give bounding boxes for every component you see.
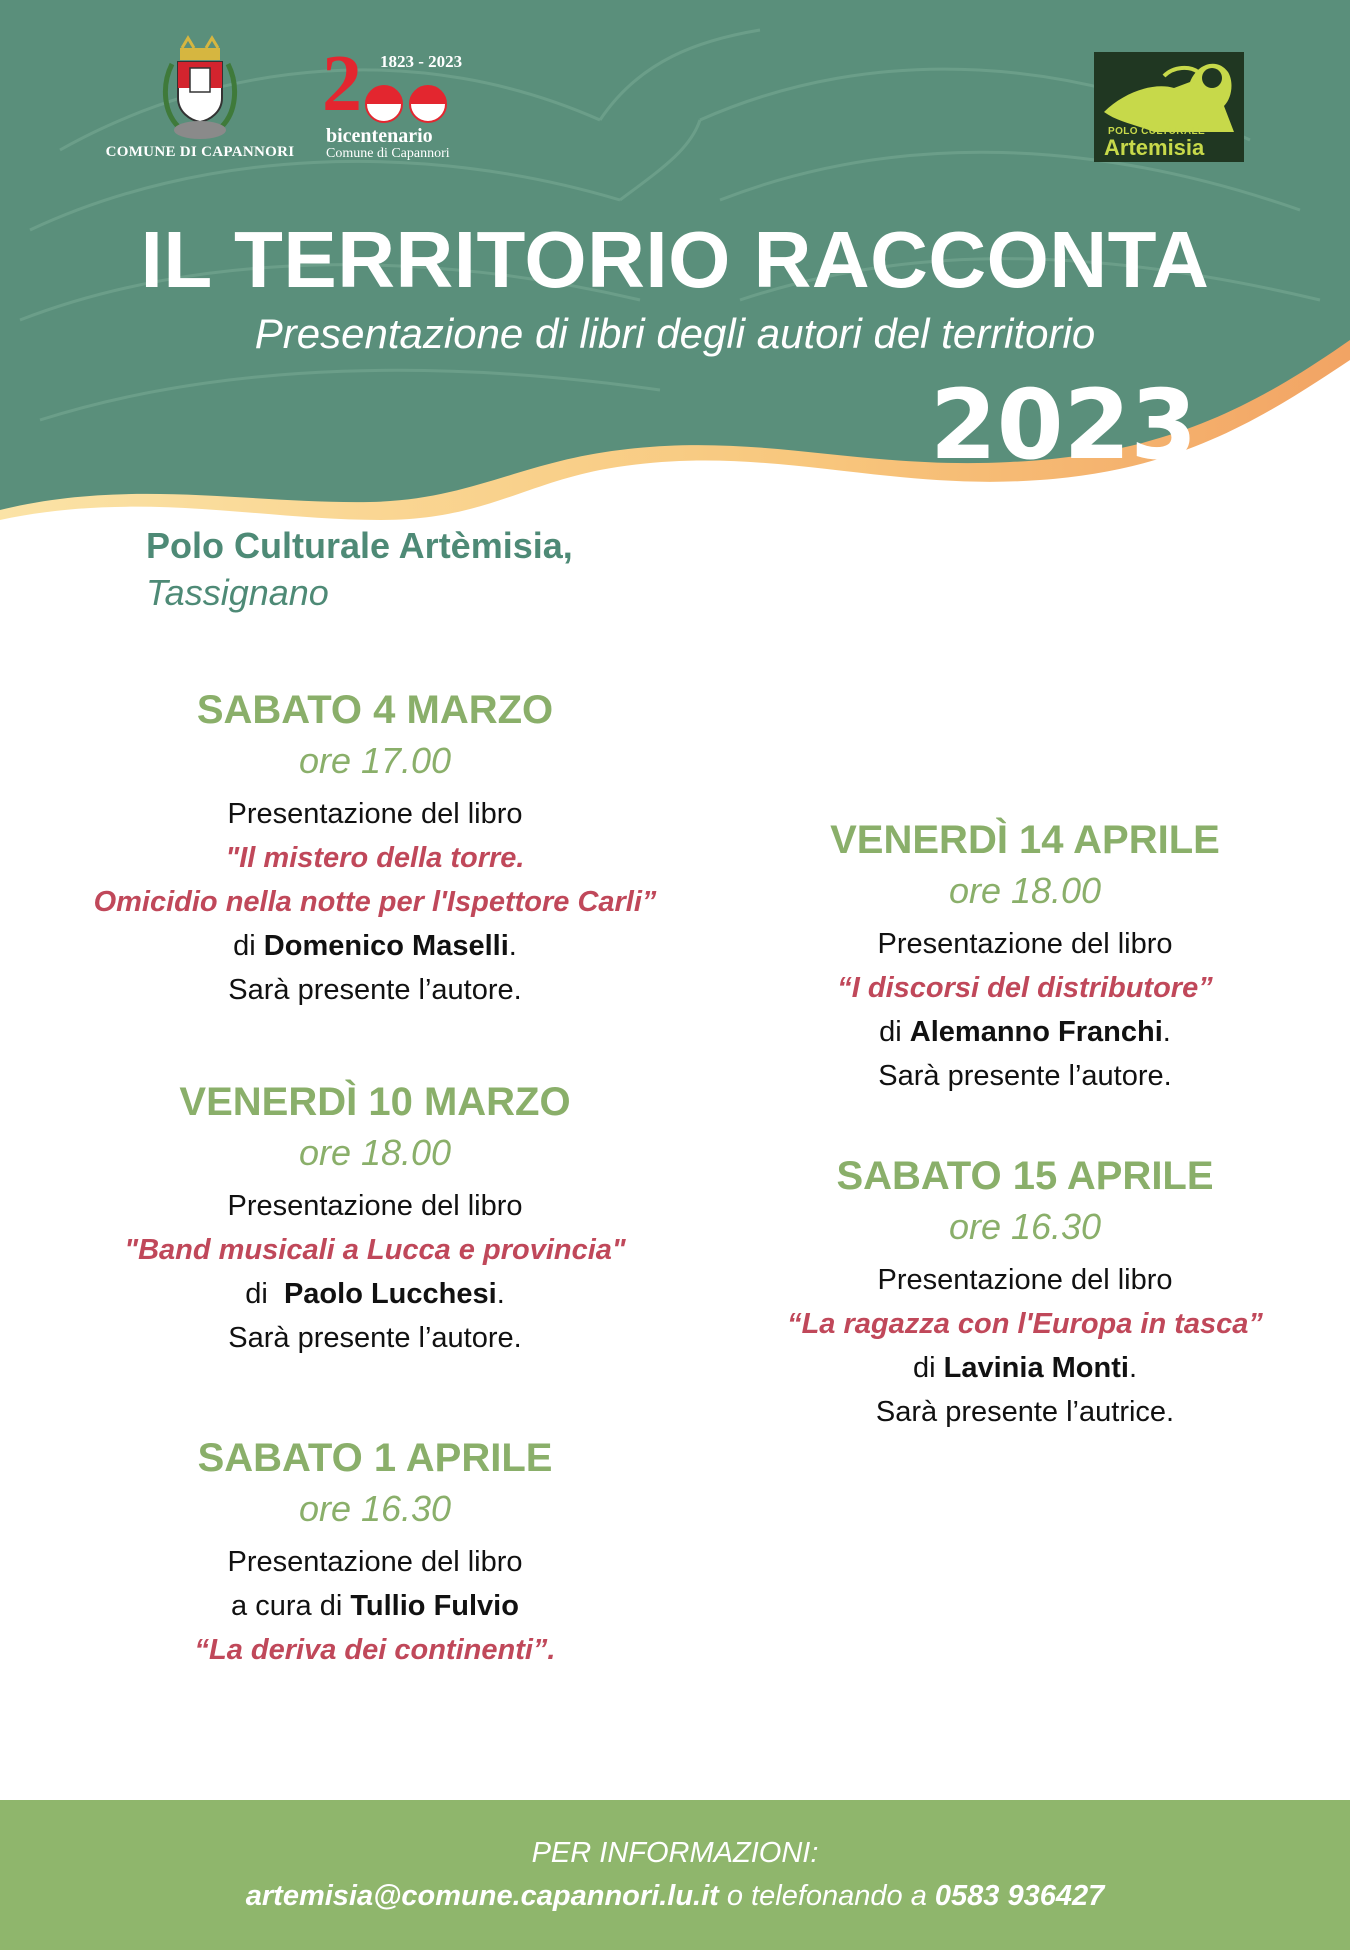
event-by: di [913, 1352, 936, 1384]
event-note: Sarà presente l’autore. [228, 1322, 522, 1354]
event-book-title-line2: Omicidio nella notte per l'Ispettore Carli” [93, 886, 657, 918]
bicentenario-logo [322, 40, 482, 164]
event-author-end: . [1128, 1352, 1137, 1384]
event-intro: Presentazione del libro [227, 1546, 523, 1578]
event-note: Sarà presente l’autrice. [875, 1396, 1175, 1428]
event-date: VENERDÌ 10 MARZO [179, 1080, 571, 1124]
event-time: ore 16.30 [298, 1488, 452, 1529]
event-intro: Presentazione del libro [227, 798, 523, 830]
event-by: di [233, 930, 256, 962]
contact-email-link[interactable]: artemisia@comune.capannori.lu.it [245, 1880, 719, 1912]
event-venerdi-14-aprile [695, 814, 1350, 1098]
page-subtitle: Presentazione di libri degli autori del territorio [254, 310, 1096, 357]
event-time: ore 18.00 [298, 1132, 452, 1173]
event-author: Alemanno Franchi [909, 1016, 1163, 1048]
event-author: Lavinia Monti [943, 1352, 1129, 1384]
event-time: ore 18.00 [948, 870, 1102, 911]
comune-caption: COMUNE DI CAPANNORI [105, 144, 295, 160]
bicentenario-title: bicentenario [326, 125, 433, 147]
event-author-line [45, 924, 705, 968]
page-title: IL TERRITORIO RACCONTA [140, 215, 1210, 304]
event-book-title: “I discorsi del distributore” [837, 972, 1213, 1004]
event-date: SABATO 4 MARZO [196, 688, 554, 732]
event-by: a cura di [231, 1590, 343, 1622]
event-intro: Presentazione del libro [227, 1190, 523, 1222]
event-author-end: . [1162, 1016, 1171, 1048]
comune-crest-icon [152, 34, 248, 142]
event-sabato-15-aprile [695, 1150, 1350, 1434]
bicentenario-zeros-icon [362, 84, 472, 124]
event-author-line [695, 1346, 1350, 1390]
artemisia-logo [1094, 52, 1244, 162]
event-author: Paolo Lucchesi [283, 1278, 497, 1310]
bicentenario-number: 2 [322, 40, 362, 128]
venue [146, 522, 573, 616]
event-author-line [45, 1272, 705, 1316]
venue-name: Polo Culturale Artèmisia, [146, 525, 573, 566]
artemisia-statue-icon [1094, 52, 1244, 132]
bicentenario-subtitle: Comune di Capannori [326, 146, 450, 161]
event-intro: Presentazione del libro [877, 1264, 1173, 1296]
comune-capannori-logo [100, 34, 300, 161]
event-book-title: "Band musicali a Lucca e provincia" [124, 1234, 626, 1266]
event-date: VENERDÌ 14 APRILE [830, 818, 1220, 862]
event-by: di [245, 1278, 268, 1310]
event-intro: Presentazione del libro [877, 928, 1173, 960]
event-sabato-1-aprile [45, 1432, 705, 1672]
footer-label: PER INFORMAZIONI: [531, 1837, 819, 1869]
footer-connector: o telefonando a [726, 1880, 927, 1912]
event-author-line [45, 1584, 705, 1628]
event-venerdi-10-marzo [45, 1076, 705, 1360]
artemisia-caption: POLO CULTURALE [1108, 126, 1206, 137]
event-note: Sarà presente l’autore. [228, 974, 522, 1006]
event-author-line [695, 1010, 1350, 1054]
event-book-title-line1: "Il mistero della torre. [225, 842, 525, 874]
event-date: SABATO 15 APRILE [836, 1154, 1214, 1198]
footer-info [0, 1800, 1350, 1950]
event-by: di [879, 1016, 902, 1048]
bicentenario-years: 1823 - 2023 [380, 52, 463, 71]
artemisia-name: Artemisia [1104, 135, 1205, 160]
event-time: ore 16.30 [948, 1206, 1102, 1247]
event-time: ore 17.00 [298, 740, 452, 781]
event-author-end: . [496, 1278, 505, 1310]
event-author: Domenico Maselli [263, 930, 509, 962]
event-note: Sarà presente l’autore. [878, 1060, 1172, 1092]
event-date: SABATO 1 APRILE [197, 1436, 553, 1480]
year-label: 2023 [930, 369, 1198, 481]
venue-place: Tassignano [146, 572, 329, 613]
event-sabato-4-marzo [45, 684, 705, 1012]
event-book-title: “La ragazza con l'Europa in tasca” [787, 1308, 1263, 1340]
contact-phone[interactable]: 0583 936427 [934, 1880, 1105, 1912]
event-book-title: “La deriva dei continenti”. [194, 1634, 556, 1666]
event-author: Tullio Fulvio [350, 1590, 519, 1622]
footer-contact [0, 1876, 1350, 1916]
event-author-end: . [508, 930, 517, 962]
